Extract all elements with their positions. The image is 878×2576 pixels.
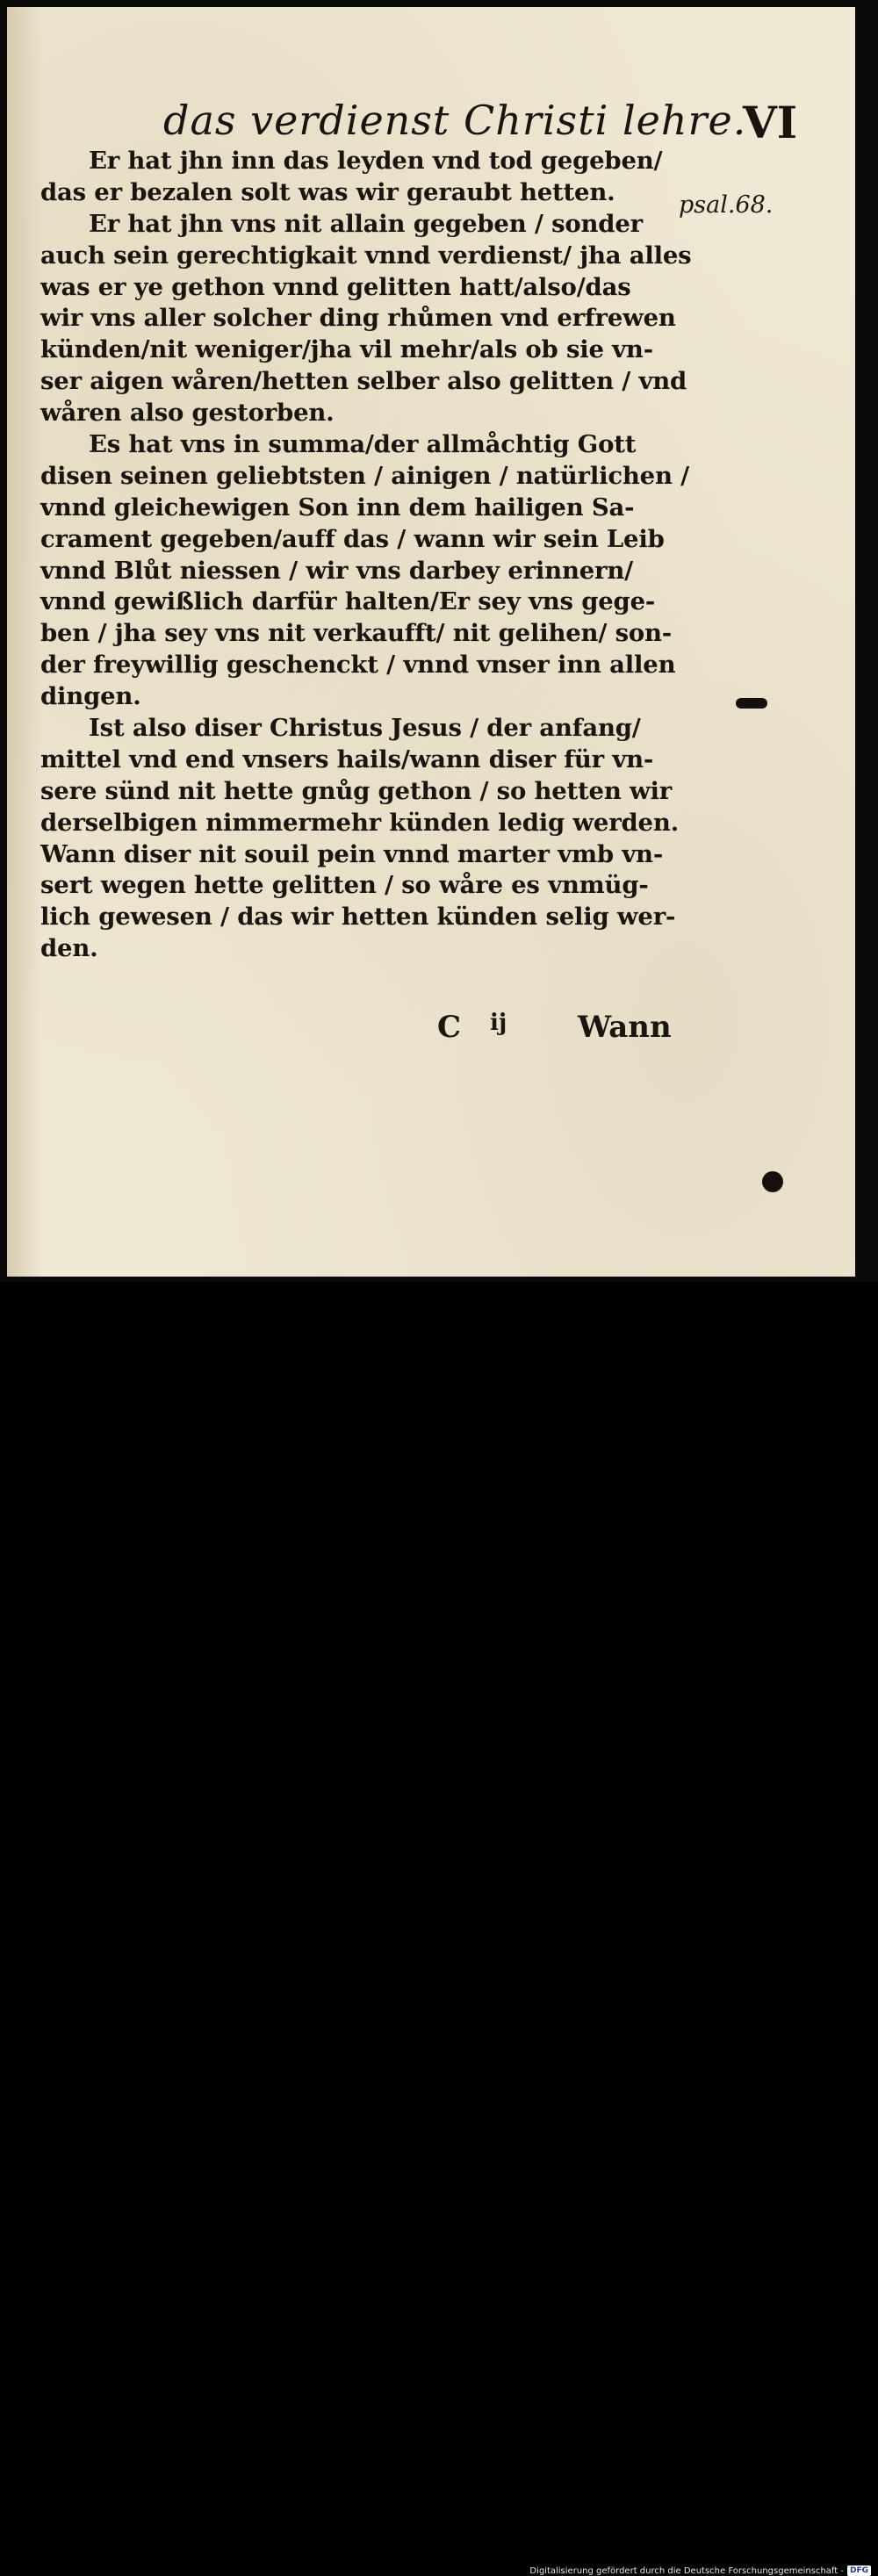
margin-note: psal.68. — [679, 191, 774, 219]
text-line: mittel vnd end vnsers hails/wann diser für vn- — [40, 745, 654, 774]
ink-dot-mark — [762, 1171, 783, 1192]
text-line: ser aigen wåren/hetten selber also gelitten / vnd — [40, 367, 687, 396]
main-text — [40, 146, 694, 965]
text-line: disen seinen geliebtsten / ainigen / natürlichen / — [40, 461, 689, 490]
text-line: vnnd gewißlich darfür halten/Er sey vns gege- — [40, 587, 656, 616]
text-line: Es hat vns in summa/der allmåchtig Gott — [89, 430, 637, 459]
catchword: Wann — [578, 1010, 672, 1045]
text-line: crament gegeben/auff das / wann wir sein Leib — [40, 524, 665, 553]
text-line: wåren also gestorben. — [40, 399, 335, 428]
footer-bar — [0, 1282, 878, 2576]
running-head: das verdienst Christi lehre. — [163, 97, 747, 144]
page-footer — [428, 1010, 683, 1050]
text-line: Er hat jhn vns nit allain gegeben / sonder — [89, 209, 643, 238]
signature-mark: C — [437, 1010, 462, 1045]
text-line: ben / jha sey vns nit verkaufft/ nit gelihen/ son- — [40, 619, 673, 648]
ink-blot-mark — [736, 698, 767, 709]
text-line: lich gewesen / das wir hetten künden selig wer- — [40, 903, 676, 932]
text-line: vnnd gleichewigen Son inn dem hailigen Sa- — [40, 493, 635, 522]
text-line: was er ye gethon vnnd gelitten hatt/also/das — [40, 272, 631, 301]
book-page — [7, 7, 855, 1277]
text-line: das er bezalen solt was wir geraubt hetten. — [40, 177, 615, 206]
text-line: Ist also diser Christus Jesus / der anfang/ — [89, 714, 641, 743]
funding-credit — [529, 2565, 871, 2576]
text-line: dingen. — [40, 682, 141, 711]
text-line: vnnd Blůt niessen / wir vns darbey erinnern/ — [40, 556, 633, 585]
dfg-logo: DFG — [847, 2565, 871, 2576]
text-line: der freywillig geschenckt / vnnd vnser inn allen — [40, 651, 676, 680]
text-line: auch sein gerechtigkait vnnd verdienst/ jha alles — [40, 241, 692, 270]
text-line: künden/nit weniger/jha vil mehr/als ob sie vn- — [40, 335, 653, 364]
text-line: wir vns aller solcher ding rhůmen vnd erfrewen — [40, 304, 676, 333]
credit-text: Digitalisierung gefördert durch die Deutsche Forschungsgemeinschaft - — [529, 2565, 844, 2576]
text-line: sere sünd nit hette gnůg gethon / so hetten wir — [40, 776, 673, 805]
text-line: den. — [40, 934, 98, 963]
text-line: sert wegen hette gelitten / so wåre es vnmüg- — [40, 871, 649, 900]
text-line: derselbigen nimmermehr künden ledig werden. — [40, 808, 679, 837]
text-line: Er hat jhn inn das leyden vnd tod gegeben/ — [89, 147, 663, 175]
scan-frame — [0, 0, 878, 1282]
text-line: Wann diser nit souil pein vnnd marter vmb vn- — [40, 839, 664, 868]
folio-number: VI — [743, 97, 798, 148]
signature-number: ij — [490, 1010, 507, 1036]
